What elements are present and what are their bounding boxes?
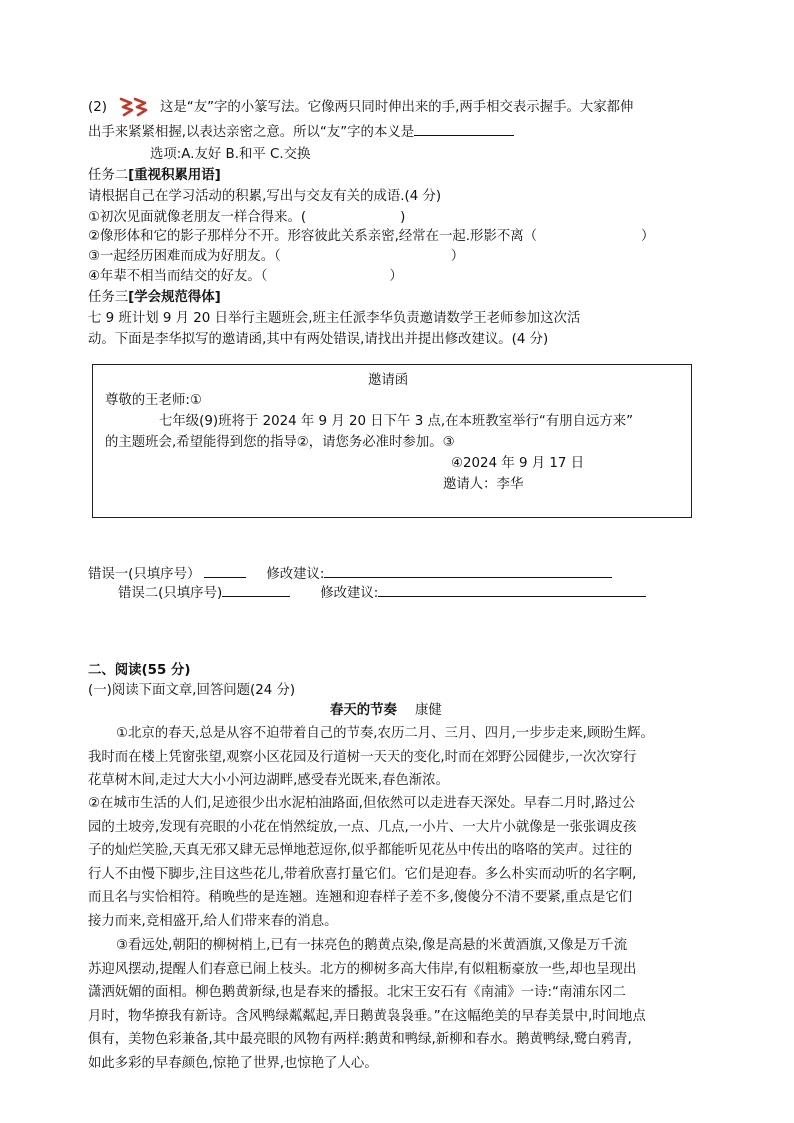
paragraph-line: 子的灿烂笑脸,天真无邪又肆无忌惮地惹逗你,似乎都能听见花丛中传出的咯咯的笑声。过往的 (88, 843, 633, 859)
article-paragraph-2 (88, 792, 710, 934)
idiom-item-4 (88, 267, 403, 287)
article-paragraph-1 (88, 722, 710, 793)
paragraph-line: 如此多彩的早春颜色,惊艳了世界,也惊艳了人心。 (88, 1055, 378, 1071)
idiom-item-close: ） (641, 229, 655, 244)
letter-greeting: 尊敬的王老师:① (105, 393, 202, 408)
letter-body-line1: 七年级(9)班将于 2024 年 9 月 20 日下午 3 点,在本班教室举行“有朋自远方来” (159, 414, 634, 429)
paragraph-line: 潇洒妩媚的面相。柳色鹅黄新绿,也是春来的播报。北宋王安石有《南浦》一诗:“南浦东冈二 (88, 985, 626, 1001)
answer-blank[interactable] (414, 121, 514, 136)
letter-body-line2: 的主题班会,希望能得到您的指导②，请您务必准时参加。③ (105, 435, 455, 450)
idiom-item-text: ③一起经历困难而成为好朋友。（ (88, 249, 281, 264)
advice-blank[interactable] (378, 582, 646, 597)
task3-prefix: 任务三 (88, 290, 129, 305)
idiom-item-close: ） (450, 249, 465, 264)
paragraph-line: 苏迎风摆动,提醒人们春意已闹上枝头。北方的柳树多高大伟岸,有似粗粝豪放一些,却也呈现出 (88, 961, 637, 977)
paragraph-line: 我时而在楼上凭窗张望,观察小区花园及行道树一天天的变化,时而在郊野公园健步,一次次穿行 (88, 749, 637, 765)
paragraph-line: 月时，物华撩我有新诗。含风鸭绿粼粼起,弄日鹅黄袅袅垂。”在这幅绝美的早春美景中,时间地点 (88, 1008, 646, 1024)
idiom-item-text: ②像形体和它的影子那样分不开。形容彼此关系亲密,经常在一起.形影不离（ (88, 229, 538, 244)
section-subheading: (一)阅读下面文章,回答问题(24 分) (88, 683, 296, 698)
task3-title: [学会规范得体] (128, 290, 221, 305)
paragraph-line: 花草树木间,走过大大小小河边湖畔,感受春光既来,春色渐浓。 (88, 773, 449, 789)
letter-title: 邀请函 (368, 373, 409, 388)
question-text-line1: 这是“友”字的小篆写法。它像两只同时伸出来的手,两手相交表示握手。大家都伸 (160, 100, 634, 115)
idiom-item-close: ) (400, 210, 406, 225)
paragraph-line: 而且名与实恰相符。稍晚些的是连翘。连翘和迎春样子差不多,傻傻分不清不要紧,重点是它们 (88, 890, 633, 906)
paragraph-line: ①北京的春天,总是从容不迫带着自己的节奏,农历二月、三月、四月,一步步走来,顾盼生辉。 (116, 726, 654, 741)
letter-date: ④2024 年 9 月 17 日 (451, 456, 585, 471)
task2-prefix: 任务二 (88, 168, 129, 183)
idiom-item-text: ①初次见面就像老朋友一样合得来。( (88, 210, 307, 225)
idiom-item-close: ） (389, 269, 403, 284)
section-heading: 二、阅读(55 分) (88, 663, 191, 678)
article-heading (330, 701, 442, 721)
question-text-line2-label: 出手来紧紧相握,以表达亲密之意。所以“友”字的本义是 (88, 125, 415, 140)
idiom-item-1 (88, 208, 405, 228)
task2-title: [重视积累用语] (128, 168, 221, 183)
letter-signature: 邀请人：李华 (443, 477, 524, 492)
small-seal-script-you-character-icon (118, 97, 148, 117)
error-label: 错误二(只填序号) (118, 586, 223, 601)
paragraph-line: ②在城市生活的人们,足迹很少出水泥柏油路面,但依然可以走进春天深处。早春二月时,路过公 (88, 796, 636, 811)
error-label: 错误一(只填序号） (88, 567, 201, 582)
advice-blank[interactable] (324, 563, 612, 578)
options-line: 选项:A.友好 B.和平 C.交换 (150, 147, 311, 162)
article-paragraph-3 (88, 934, 710, 1076)
idiom-item-2 (88, 227, 654, 247)
article-author: 康健 (414, 703, 442, 718)
paragraph-line: 俱有，美物色彩兼备,其中最亮眼的风物有两样:鹅黄和鸭绿,新柳和春水。鹅黄鸭绿,鹭白鸦青, (88, 1032, 632, 1048)
invitation-letter-box (92, 364, 692, 518)
question-text-line2 (88, 121, 514, 143)
paragraph-line: 园的土坡旁,发现有亮眼的小花在悄然绽放,一点、几点,一小片、一大片小就像是一张张调皮孩 (88, 819, 637, 835)
task3-intro-line1: 七 9 班计划 9 月 20 日举行主题班会,班主任派李华负责邀请数学王老师参加这次活 (88, 311, 581, 326)
question-number: (2) (88, 100, 107, 115)
article-title: 春天的节奏 (330, 703, 397, 718)
error-row-2 (118, 582, 646, 604)
idiom-item-text: ④年辈不相当而结交的好友。（ (88, 269, 268, 284)
error-number-blank[interactable] (204, 563, 246, 578)
advice-label: 修改建议: (320, 586, 379, 601)
task3-heading (88, 288, 221, 308)
task2-heading (88, 166, 221, 186)
error-number-blank[interactable] (222, 582, 290, 597)
paragraph-line: 行人不由慢下脚步,注目这些花儿,带着欣喜打量它们。它们是迎春。多么朴实而动听的名字啊, (88, 866, 637, 882)
idiom-item-3 (88, 247, 464, 267)
paragraph-line: 接力而来,竞相盛开,给人们带来春的消息。 (88, 913, 338, 929)
paragraph-line: ③看远处,朝阳的柳树梢上,已有一抹亮色的鹅黄点染,像是高悬的米黄酒旗,又像是万千流 (116, 938, 628, 953)
advice-label: 修改建议: (266, 567, 325, 582)
task2-instruction: 请根据自己在学习活动的积累,写出与交友有关的成语.(4 分) (88, 189, 442, 204)
task3-intro-line2: 动。下面是李华拟写的邀请函,其中有两处错误,请找出并提出修改建议。(4 分) (88, 332, 549, 347)
